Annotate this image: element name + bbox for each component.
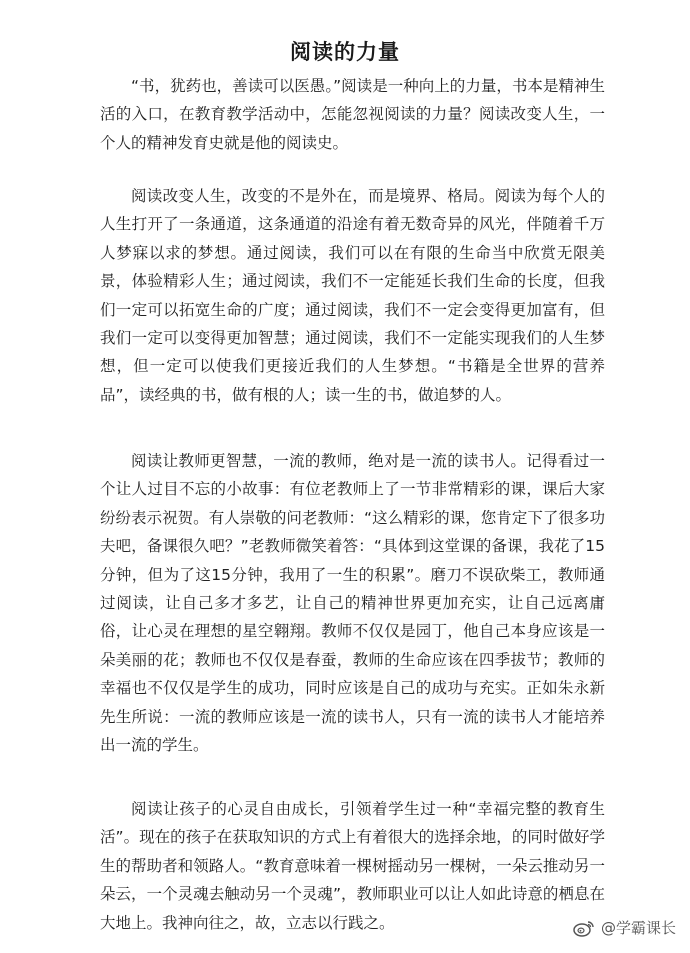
weibo-icon: [573, 919, 595, 937]
watermark: [569, 916, 680, 939]
document-title: 阅读的力量: [290, 40, 400, 64]
paragraph-life: 阅读改变人生，改变的不是外在，而是境界、格局。阅读为每个人的人生打开了一条通道，这条通道的沿途有着无数奇异的风光，伴随着千万人梦寐以求的梦想。通过阅读，我们可以在有限的生命当中欣赏无限美景，体验精彩人生；通过阅读，我们不一定能延长我们生命的长度，但我们一定可以拓宽生命的广度；通过阅读，我们不一定会变得更加富有，但我们一定可以变得更加智慧；通过阅读，我们不一定能实现我们的人生梦想，但一定可以使我们更接近我们的人生梦想。“书籍是全世界的营养品”，读经典的书，做有根的人；读一生的书，做追梦的人。: [100, 187, 605, 404]
paragraph-intro: “书，犹药也，善读可以医愚。”阅读是一种向上的力量，书本是精神生活的入口，在教育教学活动中，怎能忽视阅读的力量？阅读改变人生，一个人的精神发育史就是他的阅读史。: [100, 77, 605, 152]
paragraph-children: 阅读让孩子的心灵自由成长，引领着学生过一种“幸福完整的教育生活”。现在的孩子在获取知识的方式上有着很大的选择余地，的同时做好学生的帮助者和领路人。“教育意味着一棵树摇动另一棵树，一朵云推动另一朵云，一个灵魂去触动另一个灵魂”，教师职业可以让人如此诗意的栖息在大地上。我神向往之，故，立志以行践之。: [100, 800, 605, 932]
watermark-text: @学霸课长: [600, 919, 676, 937]
paragraph-teacher: 阅读让教师更智慧，一流的教师，绝对是一流的读书人。记得看过一个让人过目不忘的小故事：有位老教师上了一节非常精彩的课，课后大家纷纷表示祝贺。有人崇敬的问老教师：“这么精彩的课，您肯定下了很多功夫吧，备课很久吧？”老教师微笑着答：“具体到这堂课的备课，我花了15分钟，但为了这15分钟，我用了一生的积累”。磨刀不误砍柴工，教师通过阅读，让自己多才多艺，让自己的精神世界更加充实，让自己远离庸俗，让心灵在理想的星空翱翔。教师不仅仅是园丁，他自己本身应该是一朵美丽的花；教师也不仅仅是春蚕，教师的生命应该在四季拔节；教师的幸福也不仅仅是学生的成功，同时应该是自己的成功与充实。正如朱永新先生所说：一流的教师应该是一流的读书人，只有一流的读书人才能培养出一流的学生。: [100, 452, 605, 755]
